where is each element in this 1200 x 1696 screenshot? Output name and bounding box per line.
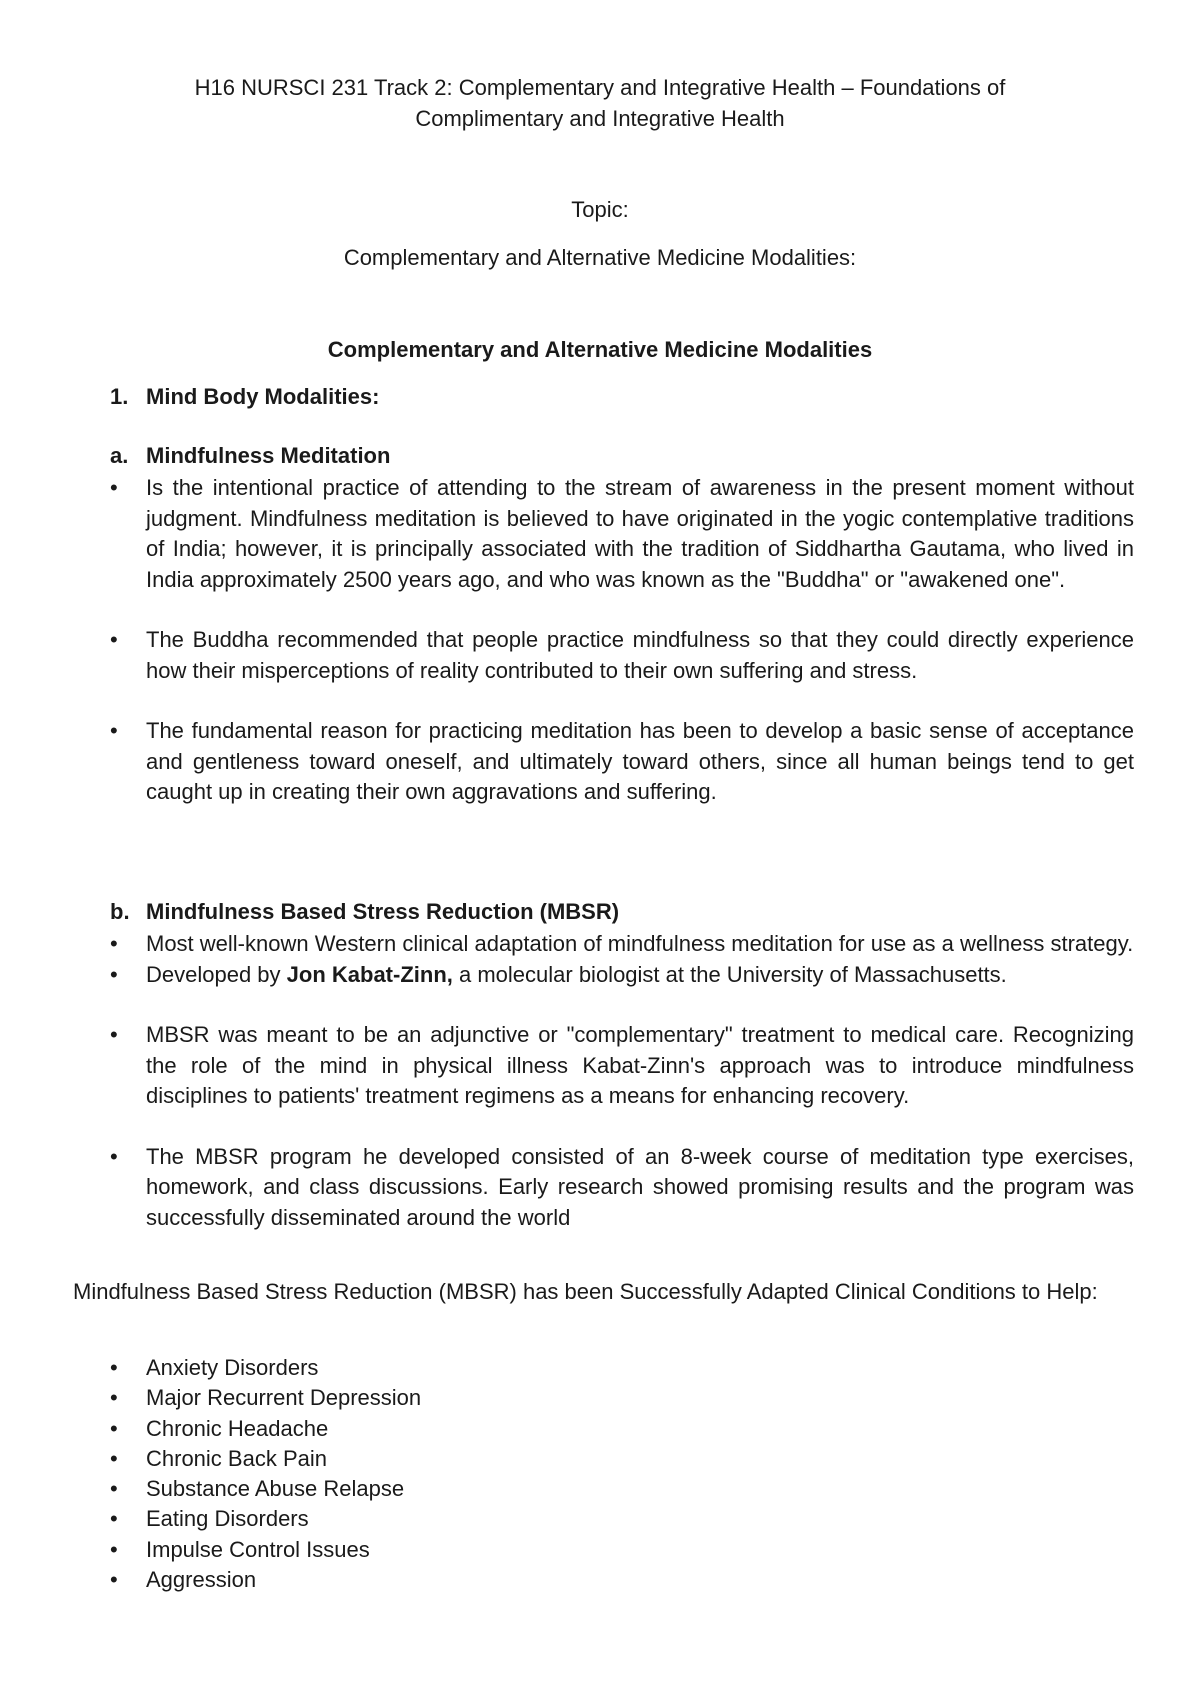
developer-prefix: Developed by bbox=[146, 961, 287, 987]
list-item: • The Buddha recommended that people practice mindfulness so that they could directly experience how their misperceptions of reality contributed to their own suffering and stress. bbox=[110, 625, 1134, 686]
mindfulness-meditation-heading bbox=[110, 443, 390, 469]
title-line-1: H16 NURSCI 231 Track 2: Complementary and Integrative Health – Foundations of bbox=[194, 75, 1006, 100]
modalities-number: 1. bbox=[110, 384, 129, 409]
mindfulness-meditation-list bbox=[110, 473, 1134, 808]
conditions-intro: Mindfulness Based Stress Reduction (MBSR) has been Successfully Adapted Clinical Conditions to Help: bbox=[73, 1279, 1098, 1304]
modalities-heading bbox=[110, 384, 379, 410]
mbsr-heading-text: Mindfulness Based Stress Reduction (MBSR) bbox=[146, 899, 620, 924]
list-item: • Impulse Control Issues bbox=[110, 1535, 810, 1565]
list-item: • Aggression bbox=[110, 1565, 810, 1595]
list-item: • MBSR was meant to be an adjunctive or "complementary" treatment to medical care. Recognizing the role of the mind in physical illness Kabat-Zinn's approach was to introduce mindfulness disciplines to patients' treatment regimens as a means for enhancing recovery. bbox=[110, 1020, 1134, 1112]
list-item: • The MBSR program he developed consisted of an 8-week course of meditation type exercises, homework, and class discussions. Early research showed promising results and the program was successfully disseminated around the world bbox=[110, 1142, 1134, 1234]
list-item: • Chronic Headache bbox=[110, 1414, 810, 1444]
conditions-list bbox=[110, 1353, 810, 1595]
mbsr-list bbox=[110, 929, 1134, 1233]
title-line-2: Complimentary and Integrative Health bbox=[415, 106, 785, 131]
list-item: • Anxiety Disorders bbox=[110, 1353, 810, 1383]
list-item: • Substance Abuse Relapse bbox=[110, 1474, 810, 1504]
topic-label: Topic: bbox=[571, 197, 629, 222]
list-item: • Is the intentional practice of attending to the stream of awareness in the present moment without judgment. Mindfulness meditation is believed to have originated in the yogic contemplative traditions of India; however, it is principally associated with the tradition of Siddhartha Gautama, who lived in India approximately 2500 years ago, and who was known as the "Buddha" or "awakened one". bbox=[110, 473, 1134, 595]
developer-name: Jon Kabat-Zinn, bbox=[286, 961, 453, 987]
mindfulness-meditation-heading-text: Mindfulness Meditation bbox=[146, 443, 391, 468]
list-item: • Eating Disorders bbox=[110, 1504, 810, 1534]
modalities-heading-text: Mind Body Modalities: bbox=[146, 384, 380, 409]
developer-suffix: a molecular biologist at the University of Massachusetts. bbox=[452, 961, 1007, 987]
mbsr-marker: b. bbox=[110, 899, 130, 924]
list-item: • The fundamental reason for practicing meditation has been to develop a basic sense of acceptance and gentleness toward oneself, and ultimately toward others, since all human beings tend to get caught up in creating their own aggravations and suffering. bbox=[110, 716, 1134, 808]
list-item bbox=[110, 960, 1134, 991]
topic-value: Complementary and Alternative Medicine Modalities: bbox=[343, 245, 857, 270]
mbsr-heading bbox=[110, 899, 619, 925]
list-item: • Chronic Back Pain bbox=[110, 1444, 810, 1474]
section-title: Complementary and Alternative Medicine Modalities bbox=[327, 337, 873, 362]
list-item: • Most well-known Western clinical adaptation of mindfulness meditation for use as a wellness strategy. bbox=[110, 929, 1134, 960]
document-title bbox=[0, 72, 1200, 134]
mindfulness-meditation-marker: a. bbox=[110, 443, 129, 468]
list-item: • Major Recurrent Depression bbox=[110, 1383, 810, 1413]
